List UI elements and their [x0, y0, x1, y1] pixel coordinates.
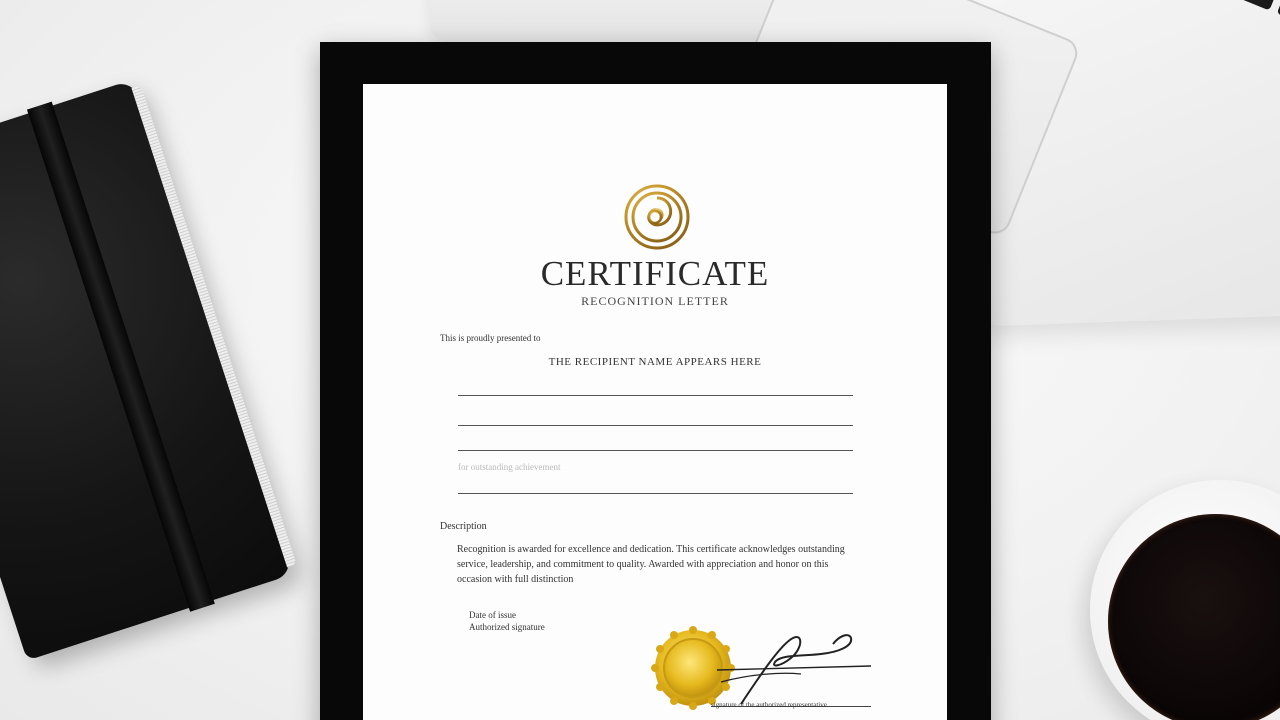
certificate-frame	[320, 42, 991, 720]
authorized-label: Authorized signature	[469, 622, 545, 632]
form-line	[458, 425, 853, 426]
certificate-title: CERTIFICATE	[540, 254, 770, 293]
presented-label: This is proudly presented to	[440, 333, 541, 343]
gold-swirl-emblem-icon	[624, 184, 690, 250]
recipient-heading: THE RECIPIENT NAME APPEARS HERE	[548, 356, 762, 368]
body-line: Recognition is awarded for excellence and dedication. This certificate acknowledges outstanding	[457, 544, 845, 555]
form-line	[458, 395, 853, 396]
certificate-body	[457, 542, 877, 587]
black-notebook	[0, 79, 293, 660]
body-line: occasion with full distinction	[457, 574, 574, 585]
coffee	[1108, 514, 1280, 720]
coffee-cup	[1090, 480, 1280, 720]
certificate-paper	[363, 84, 947, 720]
form-line	[458, 493, 853, 494]
faint-label: for outstanding achievement	[458, 462, 561, 472]
certificate-subtitle: RECOGNITION LETTER	[581, 294, 729, 308]
section-label: Description	[440, 521, 487, 532]
date-label: Date of issue	[469, 610, 516, 620]
notebook-elastic-band	[27, 102, 215, 612]
form-line	[458, 450, 853, 451]
body-line: service, leadership, and commitment to quality. Awarded with appreciation and honor on this	[457, 559, 829, 570]
signature-caption: signature of the authorized representative	[711, 701, 827, 709]
